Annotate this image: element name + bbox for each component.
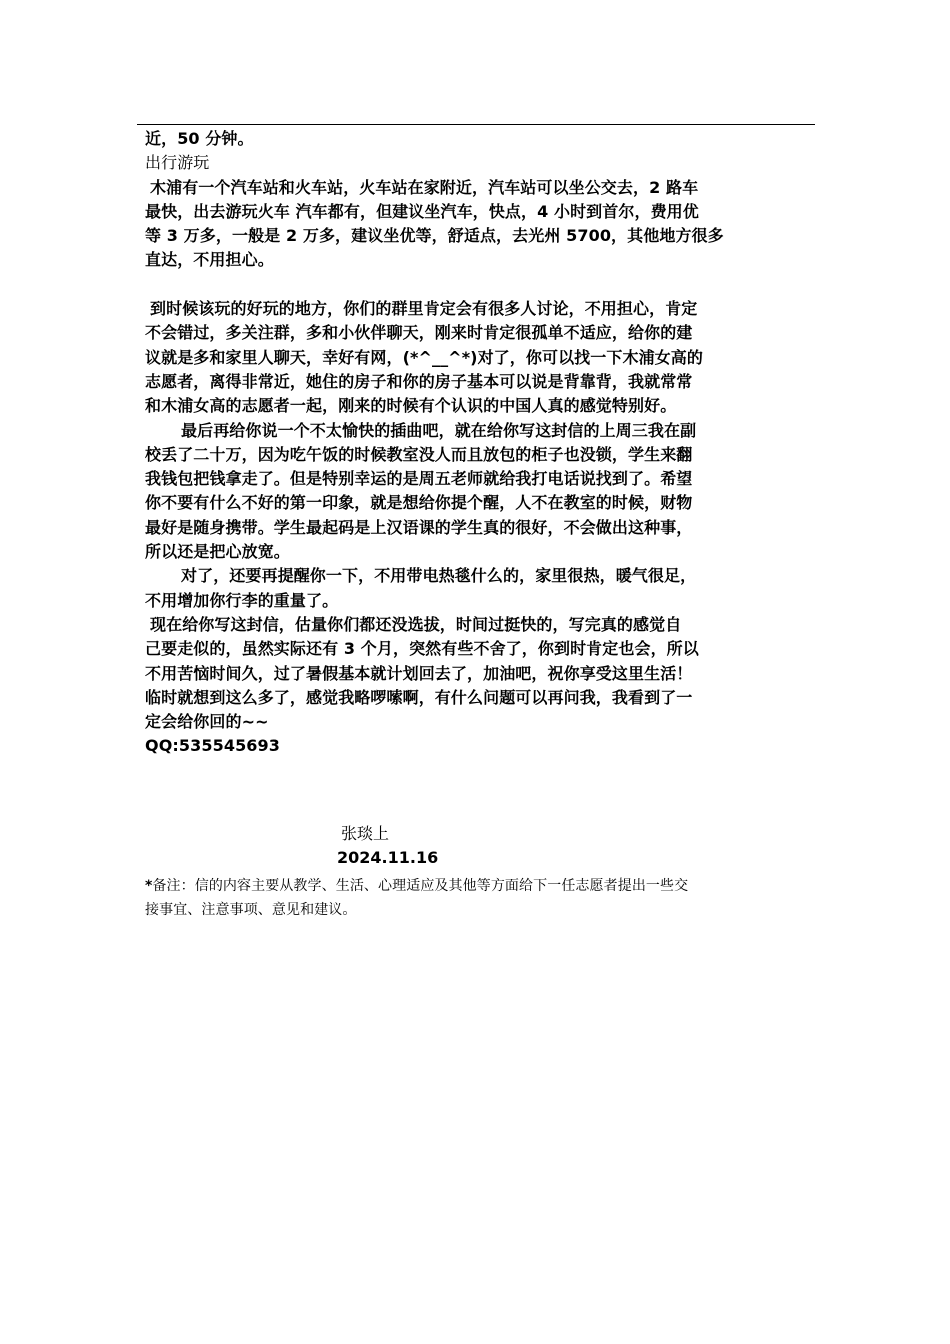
footnote-text-1: 备注：信的内容主要从教学、生活、心理适应及其他等方面给下一任志愿者提出一些交: [152, 878, 689, 894]
body-line: 己要走似的，虽然实际还有 3 个月，突然有些不舍了，你到时肯定也会，所以: [145, 639, 699, 659]
body-line: 直达，不用担心。: [145, 250, 274, 270]
body-line: 所以还是把心放宽。: [145, 542, 290, 562]
body-line: 临时就想到这么多了，感觉我略啰嗦啊，有什么问题可以再问我，我看到了一: [145, 687, 693, 707]
body-line: 和木浦女高的志愿者一起，刚来的时候有个认识的中国人真的感觉特别好。: [145, 396, 677, 416]
body-line: 校丢了二十万，因为吃午饭的时候教室没人而且放包的柜子也没锁，学生来翻: [145, 444, 693, 464]
header-rule: [137, 124, 815, 125]
footnote-line-2: 接事宜、注意事项、意见和建议。: [145, 902, 357, 918]
body-line: 我钱包把钱拿走了。但是特别幸运的是周五老师就给我打电话说找到了。希望: [145, 469, 693, 489]
signature-block: [337, 822, 438, 870]
body-line: 定会给你回的~~: [145, 712, 269, 732]
blank-line: [145, 273, 810, 297]
letter-body: [145, 127, 810, 759]
body-line: 近，50 分钟。: [145, 129, 254, 148]
body-line: 最后再给你说一个不太愉快的插曲吧，就在给你写这封信的上周三我在副: [181, 420, 697, 440]
signature-name: 张琰上: [341, 824, 390, 843]
body-line: 议就是多和家里人聊天，幸好有网，(*^__^*)对了，你可以找一下木浦女高的: [145, 347, 703, 367]
body-line: 志愿者，离得非常近，她住的房子和你的房子基本可以说是背靠背，我就常常: [145, 371, 693, 391]
body-line: 现在给你写这封信，估量你们都还没选拔，时间过挺快的，写完真的感觉自: [150, 614, 682, 634]
body-line: 到时候该玩的好玩的地方，你们的群里肯定会有很多人讨论，不用担心，肯定: [150, 299, 698, 319]
footnote-line-1: [145, 874, 810, 898]
signature-date: 2024.11.16: [337, 848, 439, 867]
footnote: [145, 874, 810, 922]
body-line: 对了，还要再提醒你一下，不用带电热毯什么的，家里很热，暖气很足，: [181, 566, 697, 586]
body-line: 不用苦恼时间久，过了暑假基本就计划回去了，加油吧，祝你享受这里生活！: [145, 663, 693, 683]
body-line: 不用增加你行李的重量了。: [145, 590, 339, 610]
qq-contact: QQ:535545693: [145, 736, 280, 756]
body-line: 木浦有一个汽车站和火车站，火车站在家附近，汽车站可以坐公交去，2 路车: [150, 177, 699, 197]
section-heading-travel: 出行游玩: [145, 153, 210, 173]
body-line: 不会错过，多关注群，多和小伙伴聊天，刚来时肯定很孤单不适应，给你的建: [145, 323, 693, 343]
footnote-star: *: [145, 878, 153, 894]
body-line: 等 3 万多，一般是 2 万多，建议坐优等，舒适点，去光州 5700，其他地方很多: [145, 226, 724, 246]
body-line: 最好是随身携带。学生最起码是上汉语课的学生真的很好，不会做出这种事，: [145, 517, 693, 537]
body-line: 最快，出去游玩火车 汽车都有，但建议坐汽车，快点，4 小时到首尔，费用优: [145, 201, 699, 221]
body-line: 你不要有什么不好的第一印象，就是想给你提个醒，人不在教室的时候，财物: [145, 493, 693, 513]
